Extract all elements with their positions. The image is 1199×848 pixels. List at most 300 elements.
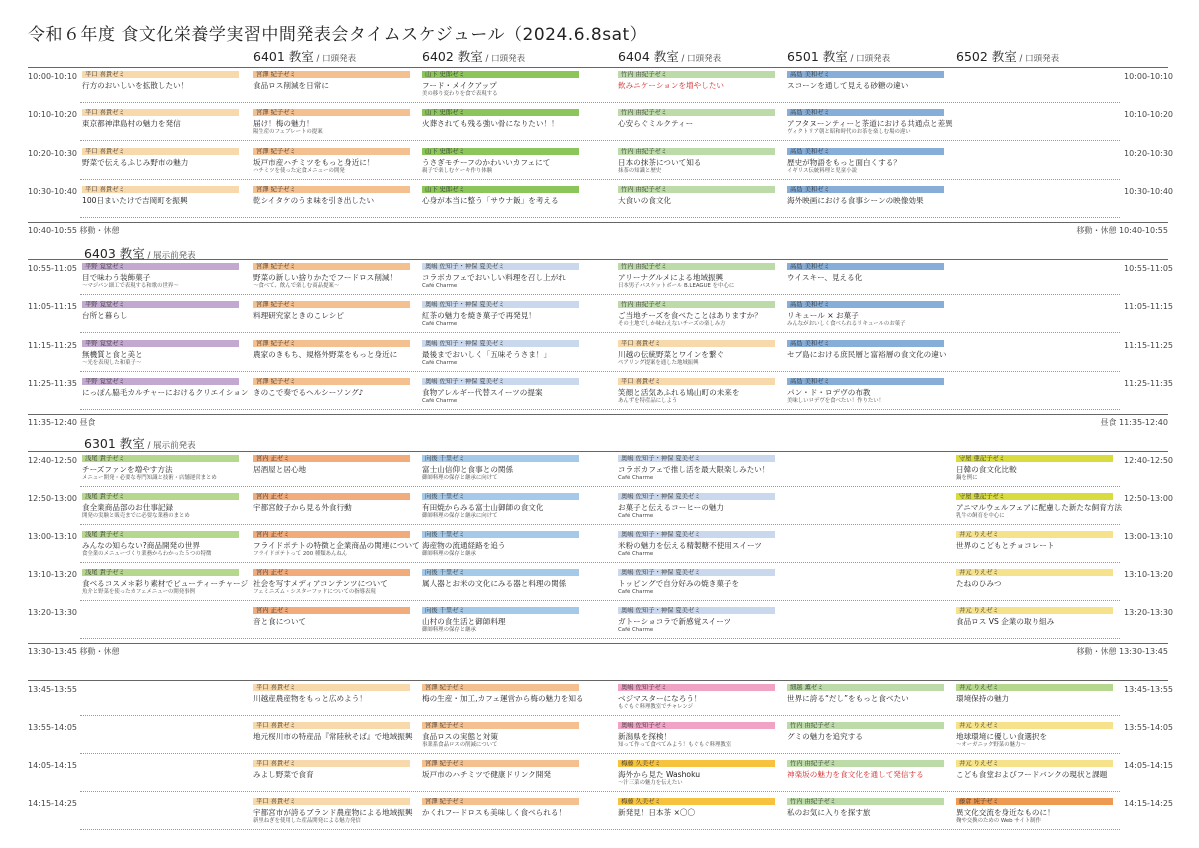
session-cell xyxy=(253,455,410,475)
session-cell xyxy=(253,798,413,825)
seminar-label: 向後 千里ゼミ xyxy=(422,493,579,500)
row-divider xyxy=(80,140,1120,141)
time-label-right: 10:30-10:40 xyxy=(1124,187,1173,196)
seminar-label: 平野 覚堂ゼミ xyxy=(82,378,239,385)
session-title: 無機質と食と美と xyxy=(82,350,143,359)
session-cell xyxy=(253,760,410,780)
session-cell xyxy=(82,340,239,367)
seminar-label: 奥嶋 佐知子・神保 夏美ゼミ xyxy=(422,340,579,347)
session-subtitle: もぐもぐ料理教室でチャレンジ xyxy=(618,704,694,710)
session-cell xyxy=(253,684,410,704)
session-title: 野菜で伝えるふじみ野市の魅力 xyxy=(82,158,189,167)
session-title: セブ島における庶民層と富裕層の食文化の違い xyxy=(787,350,947,359)
seminar-label: 高島 美和ゼミ xyxy=(787,71,944,78)
time-label: 14:05-14:15 xyxy=(28,761,77,770)
session-cell xyxy=(253,607,410,627)
session-cell xyxy=(956,760,1113,780)
seminar-label: 宮内 正ゼミ xyxy=(253,493,410,500)
session-subtitle: 〜食べて、飲んで楽しむ商品提案〜 xyxy=(253,283,340,289)
session-cell xyxy=(82,378,249,398)
seminar-label: 向後 千里ゼミ xyxy=(422,607,579,614)
session-cell xyxy=(787,340,947,360)
session-subtitle: 新里ねぎを使用した産品開発による魅力発信 xyxy=(253,818,361,824)
session-subtitle: 親子で楽しむケーキ作り体験 xyxy=(422,168,493,174)
session-cell xyxy=(253,263,410,290)
session-title: スコーンを通して見える砂糖の違い xyxy=(787,81,909,90)
session-title: トッピングで自分好みの焼き菓子を xyxy=(618,579,740,588)
session-title: ガトーショコラで新感覚スイーツ xyxy=(618,617,732,626)
session-title: 山村の食生活と御師料理 xyxy=(422,617,506,626)
session-cell xyxy=(422,760,579,780)
session-cell xyxy=(82,531,239,558)
seminar-label: 平野 覚堂ゼミ xyxy=(82,340,239,347)
session-title: 日韓の食文化比較 xyxy=(956,465,1017,474)
seminar-label: 奥嶋 佐知子・神保 夏美ゼミ xyxy=(422,301,579,308)
row-divider xyxy=(80,179,1120,180)
session-cell xyxy=(618,607,775,634)
session-subtitle: 魚介と野菜を使ったカフェメニューの開発事例 xyxy=(82,589,195,595)
seminar-label: 宮内 正ゼミ xyxy=(253,569,410,576)
session-subtitle: 開発の実験と販売までに必要な業務のまとめ xyxy=(82,513,190,519)
session-cell xyxy=(422,684,584,704)
seminar-label: 竹内 由紀子ゼミ xyxy=(787,760,944,767)
session-cell xyxy=(253,71,410,91)
session-title: こども食堂およびフードバンクの現状と課題 xyxy=(956,770,1108,779)
break-label-right: 移動・休憩 13:30-13:45 xyxy=(1076,647,1168,656)
session-cell xyxy=(618,798,775,818)
time-label-right: 13:45-13:55 xyxy=(1124,685,1173,694)
session-subtitle: フライドポテトって 200 種類あんねん xyxy=(253,551,348,557)
room-header-6403: 6403 教室 / 展示前発表 xyxy=(84,246,196,261)
section-rule xyxy=(28,222,1168,223)
time-label: 10:30-10:40 xyxy=(28,187,77,196)
session-cell xyxy=(422,71,579,98)
session-subtitle: 陽生産のフェブレートの提案 xyxy=(253,129,323,135)
time-label-right: 10:10-10:20 xyxy=(1124,110,1173,119)
time-label-right: 10:55-11:05 xyxy=(1124,264,1173,273)
session-cell xyxy=(422,722,579,749)
seminar-label: 竹内 由紀子ゼミ xyxy=(618,148,775,155)
session-title: 日本の抹茶について知る xyxy=(618,158,702,167)
seminar-label: 平口 喜貴ゼミ xyxy=(82,109,239,116)
session-subtitle: Café Charme xyxy=(422,398,458,404)
seminar-label: 井元 りえゼミ xyxy=(956,531,1113,538)
row-divider xyxy=(80,486,1120,487)
session-subtitle: Café Charme xyxy=(422,360,458,366)
session-title: にっぽん脇毛カルチャーにおけるクリエイション xyxy=(82,388,249,397)
session-title: 属人器とお米の文化にみる器と料理の関係 xyxy=(422,579,567,588)
row-divider xyxy=(80,715,1120,716)
session-subtitle: 御師料理の保存と継承に向けて xyxy=(422,513,498,519)
session-cell xyxy=(422,378,579,405)
session-cell xyxy=(422,263,579,290)
session-cell xyxy=(422,607,579,634)
seminar-label: 山下 史郎ゼミ xyxy=(422,71,579,78)
session-title: 異文化交流を身近なものに！ xyxy=(956,808,1055,817)
time-label: 11:25-11:35 xyxy=(28,379,77,388)
section-rule xyxy=(28,451,1168,452)
session-title: 歴史が物語をもっと面白くする？ xyxy=(787,158,901,167)
time-label: 10:20-10:30 xyxy=(28,149,77,158)
room-header-6501: 6501 教室 / 口頭発表 xyxy=(787,49,891,64)
seminar-label: 向後 千里ゼミ xyxy=(422,531,579,538)
session-cell xyxy=(956,455,1113,482)
session-title: 乾シイタケのうま味を引き出したい xyxy=(253,196,375,205)
session-cell xyxy=(618,71,775,91)
row-divider xyxy=(80,102,1120,103)
seminar-label: 宮澤 紀子ゼミ xyxy=(253,186,410,193)
session-title: パン・ド・ロデヴの布教 xyxy=(787,388,871,397)
session-title: アリーナグルメによる地域振興 xyxy=(618,273,724,282)
row-divider xyxy=(80,829,1120,830)
session-cell xyxy=(422,340,579,367)
session-cell xyxy=(618,378,775,405)
session-cell xyxy=(82,109,239,129)
session-subtitle: Café Charme xyxy=(618,513,654,519)
section-rule xyxy=(28,259,1168,260)
session-title: 東京都神津島村の魅力を発信 xyxy=(82,119,181,128)
session-cell xyxy=(956,531,1113,551)
page-title: 令和６年度 食文化栄養学実習中間発表会タイムスケジュール（2024.6.8sat） xyxy=(28,25,648,45)
time-label: 10:55-11:05 xyxy=(28,264,77,273)
session-subtitle: 抹茶の知識と歴史 xyxy=(618,168,662,174)
session-cell xyxy=(618,569,775,596)
session-cell xyxy=(618,109,775,129)
seminar-label: 宮澤 紀子ゼミ xyxy=(422,798,579,805)
seminar-label: 平口 喜貴ゼミ xyxy=(82,148,239,155)
session-cell xyxy=(82,186,239,206)
session-title: 笑顔と活気あふれる鳩山町の未来を xyxy=(618,388,740,397)
session-subtitle: Café Charme xyxy=(618,589,654,595)
seminar-label: 竹内 由紀子ゼミ xyxy=(618,186,775,193)
session-cell xyxy=(253,148,410,175)
session-subtitle: みんながおいしく食べられるリキュールのお菓子 xyxy=(787,321,906,327)
session-cell xyxy=(422,148,579,175)
seminar-label: 井元 りえゼミ xyxy=(956,684,1113,691)
time-label: 11:15-11:25 xyxy=(28,341,77,350)
row-divider xyxy=(80,409,1120,410)
session-title: たねのひみつ xyxy=(956,579,1002,588)
time-label-right: 11:05-11:15 xyxy=(1124,302,1173,311)
session-cell xyxy=(82,455,239,482)
seminar-label: 宮澤 紀子ゼミ xyxy=(253,263,410,270)
session-cell xyxy=(956,569,1113,589)
session-title: ウイスキー、見える化 xyxy=(787,273,863,282)
session-title: 米粉の魅力を伝える精製糖不使用スイーツ xyxy=(618,541,762,550)
time-label-right: 10:20-10:30 xyxy=(1124,149,1173,158)
session-cell xyxy=(253,109,410,136)
session-title: 新発見！日本茶 ×〇〇 xyxy=(618,808,696,817)
session-title: 有田焼からみる富士山御師の食文化 xyxy=(422,503,544,512)
session-subtitle: フェミニズム・シスターフッドについての指導表現 xyxy=(253,589,376,595)
seminar-label: 竹内 由紀子ゼミ xyxy=(618,263,775,270)
session-title: 火葬されても残る強い骨になりたい！！ xyxy=(422,119,559,128)
time-label: 10:00-10:10 xyxy=(28,72,77,81)
session-title: 心安らぐミルクティー xyxy=(618,119,694,128)
seminar-label: 向後 千里ゼミ xyxy=(422,569,579,576)
session-title: 世界のこどもとチョコレート xyxy=(956,541,1055,550)
session-cell xyxy=(422,531,579,558)
session-cell xyxy=(787,722,944,742)
session-title: 宇都宮餃子から見る外食行動 xyxy=(253,503,352,512)
session-subtitle: 〜汁三菜の魅力を伝えたい xyxy=(618,780,683,786)
seminar-label: 高島 美和ゼミ xyxy=(787,148,944,155)
session-subtitle: 御師料理の保存と継承 xyxy=(422,551,476,557)
seminar-label: 山下 史郎ゼミ xyxy=(422,109,579,116)
session-cell xyxy=(618,531,775,558)
seminar-label: 宮澤 紀子ゼミ xyxy=(422,684,579,691)
seminar-label: 平口 喜貴ゼミ xyxy=(253,722,410,729)
room-header-6404: 6404 教室 / 口頭発表 xyxy=(618,49,722,64)
seminar-label: 宮澤 紀子ゼミ xyxy=(253,109,410,116)
section-rule xyxy=(28,680,1168,681)
session-subtitle: ハチミツを使った定食メニューの開発 xyxy=(253,168,345,174)
time-label-right: 11:25-11:35 xyxy=(1124,379,1173,388)
seminar-label: 奥嶋 佐知子ゼミ xyxy=(618,722,775,729)
session-title: 食品ロス削減を日常に xyxy=(253,81,329,90)
session-title: ご当地チーズを食べたことはありますか？ xyxy=(618,311,762,320)
seminar-label: 宮澤 紀子ゼミ xyxy=(253,301,410,308)
session-title: みんなの知らない?商品開発の世界 xyxy=(82,541,200,550)
session-title: コラボカフェで推し活を最大限楽しみたい！ xyxy=(618,465,770,474)
session-cell xyxy=(253,301,410,321)
time-label: 10:10-10:20 xyxy=(28,110,77,119)
session-subtitle: 事業系食品ロスの削減について xyxy=(422,742,498,748)
row-divider xyxy=(80,217,1120,218)
time-label: 12:50-13:00 xyxy=(28,494,77,503)
seminar-label: 山下 史郎ゼミ xyxy=(422,148,579,155)
session-cell xyxy=(422,493,579,520)
session-cell xyxy=(618,148,775,175)
session-subtitle: その土地でしか味わえないチーズの楽しみ方 xyxy=(618,321,726,327)
session-subtitle: 〜マジパン細工で表現する和歌の世界〜 xyxy=(82,283,179,289)
session-cell xyxy=(787,71,944,91)
session-cell xyxy=(618,760,775,787)
session-subtitle: 〜オーガニック野菜の魅力〜 xyxy=(956,742,1026,748)
time-label: 12:40-12:50 xyxy=(28,456,77,465)
session-title: 紅茶の魅力を焼き菓子で再発見！ xyxy=(422,311,536,320)
seminar-label: 宮内 正ゼミ xyxy=(253,455,410,462)
session-cell xyxy=(422,798,579,818)
session-title: 野菜の新しい捨りかたでフードロス削減！ xyxy=(253,273,398,282)
session-subtitle: 日本男子バスケットボール B.LEAGUE を中心に xyxy=(618,283,735,289)
seminar-label: 宮澤 紀子ゼミ xyxy=(422,760,579,767)
room-header-6402: 6402 教室 / 口頭発表 xyxy=(422,49,526,64)
session-subtitle: Café Charme xyxy=(618,475,654,481)
seminar-label: 宮澤 紀子ゼミ xyxy=(253,148,410,155)
section-rule xyxy=(28,414,1168,415)
session-subtitle: 麹や交換のための Web サイト制作 xyxy=(956,818,1041,824)
seminar-label: 守屋 亜記子ゼミ xyxy=(956,455,1113,462)
seminar-label: 梅藤 久美ゼミ xyxy=(618,760,775,767)
seminar-label: 平口 喜貴ゼミ xyxy=(82,186,239,193)
seminar-label: 奥嶋 佐知子・神保 夏美ゼミ xyxy=(618,493,775,500)
seminar-label: 平野 覚堂ゼミ xyxy=(82,263,239,270)
session-cell xyxy=(253,722,413,742)
time-label-right: 11:15-11:25 xyxy=(1124,341,1173,350)
seminar-label: 竹内 由紀子ゼミ xyxy=(787,798,944,805)
session-title: アフタヌーンティーと茶道における共通点と差異 xyxy=(787,119,953,128)
session-subtitle: 御師料理の保存と継承 xyxy=(422,627,476,633)
seminar-label: 奥嶋 佐知子・神保 夏美ゼミ xyxy=(618,607,775,614)
break-label: 13:30-13:45 移動・休憩 xyxy=(28,647,120,656)
session-subtitle: あんずを特産品にしよう xyxy=(618,398,678,404)
row-divider xyxy=(80,332,1120,333)
time-label-right: 13:10-13:20 xyxy=(1124,570,1173,579)
time-label: 13:20-13:30 xyxy=(28,608,77,617)
session-title: 地元桜川市の特産品『常陸秋そば』で地域振興 xyxy=(253,732,413,741)
session-title: 台所と暮らし xyxy=(82,311,128,320)
time-label-right: 14:05-14:15 xyxy=(1124,761,1173,770)
row-divider xyxy=(80,294,1120,295)
seminar-label: 高島 美和ゼミ xyxy=(787,301,944,308)
session-cell xyxy=(422,569,579,589)
time-label: 14:15-14:25 xyxy=(28,799,77,808)
session-subtitle: 乳牛の飼育を中心に xyxy=(956,513,1005,519)
seminar-label: 井元 りえゼミ xyxy=(956,760,1113,767)
session-title: 地球環境に優しい食選択を xyxy=(956,732,1048,741)
time-label: 13:45-13:55 xyxy=(28,685,77,694)
session-title: グミの魅力を追究する xyxy=(787,732,863,741)
seminar-label: 平口 喜貴ゼミ xyxy=(253,798,410,805)
seminar-label: 浅尾 貴子ゼミ xyxy=(82,493,239,500)
seminar-label: 竹内 由紀子ゼミ xyxy=(618,71,775,78)
session-title: 海外から見た Washoku xyxy=(618,770,701,779)
session-title: リキュール × お菓子 xyxy=(787,311,859,320)
time-label-right: 13:00-13:10 xyxy=(1124,532,1173,541)
session-cell xyxy=(618,263,775,290)
session-cell xyxy=(253,186,410,206)
session-title: 坂戸市のハチミツで健康ドリンク開発 xyxy=(422,770,551,779)
row-divider xyxy=(80,753,1120,754)
session-title: 最後までおいしく「五味そうさま！」 xyxy=(422,350,552,359)
seminar-label: 平口 喜貴ゼミ xyxy=(253,684,410,691)
seminar-label: 平口 喜貴ゼミ xyxy=(253,760,410,767)
session-cell xyxy=(787,263,944,283)
seminar-label: 奥嶋 佐知子ゼミ xyxy=(618,684,775,691)
session-cell xyxy=(82,71,239,91)
session-title: フライドポテトの特徴と企業商品の関連について xyxy=(253,541,420,550)
session-cell xyxy=(422,186,579,206)
session-cell xyxy=(787,109,953,136)
break-label: 11:35-12:40 昼食 xyxy=(28,418,96,427)
row-divider xyxy=(80,638,1120,639)
seminar-label: 浅尾 貴子ゼミ xyxy=(82,569,239,576)
session-title: 宇都宮市が誇るブランド農産物による地域振興 xyxy=(253,808,413,817)
row-divider xyxy=(80,791,1120,792)
time-label-right: 14:15-14:25 xyxy=(1124,799,1173,808)
session-cell xyxy=(787,684,944,704)
seminar-label: 高島 美和ゼミ xyxy=(787,378,944,385)
session-subtitle: Café Charme xyxy=(422,321,458,327)
session-cell xyxy=(618,340,775,367)
session-cell xyxy=(787,148,944,175)
session-title: ベジマスターになろう！ xyxy=(618,694,702,703)
session-cell xyxy=(956,722,1113,749)
time-label: 11:05-11:15 xyxy=(28,302,77,311)
session-cell xyxy=(956,684,1113,704)
break-label-right: 移動・休憩 10:40-10:55 xyxy=(1076,226,1168,235)
seminar-label: 細越 薫ゼミ xyxy=(787,684,944,691)
seminar-label: 奥嶋 佐知子・神保 夏美ゼミ xyxy=(618,455,775,462)
session-title: みよし野菜で食育 xyxy=(253,770,314,779)
session-cell xyxy=(618,722,775,749)
seminar-label: 井元 りえゼミ xyxy=(956,607,1113,614)
session-title: 目で味わう装飾菓子 xyxy=(82,273,151,282)
session-title: 食全業商品部のお仕事記録 xyxy=(82,503,174,512)
session-title: かくれフードロスも美味しく食べられる！ xyxy=(422,808,567,817)
session-title: 世界に誇る“だし”をもっと食べたい xyxy=(787,694,909,703)
session-title: 心身が本当に整う「サウナ飯」を考える xyxy=(422,196,559,205)
seminar-label: 平口 喜貴ゼミ xyxy=(82,71,239,78)
seminar-label: 宮澤 紀子ゼミ xyxy=(253,71,410,78)
session-title: 音と食について xyxy=(253,617,307,626)
session-subtitle: 知って作って食べてみよう！もぐもぐ料理教室 xyxy=(618,742,732,748)
seminar-label: 守屋 亜記子ゼミ xyxy=(956,493,1113,500)
session-title: 社会を写すメディアコンテンツについて xyxy=(253,579,388,588)
seminar-label: 奥嶋 佐知子・神保 夏美ゼミ xyxy=(618,569,775,576)
session-subtitle: Café Charme xyxy=(618,551,654,557)
session-subtitle: 美の移り変わりを食で表現する xyxy=(422,91,498,97)
seminar-label: 竹内 由紀子ゼミ xyxy=(618,109,775,116)
session-cell xyxy=(956,607,1113,627)
session-cell xyxy=(253,569,410,596)
seminar-label: 宮澤 紀子ゼミ xyxy=(253,340,410,347)
row-divider xyxy=(80,524,1120,525)
session-cell xyxy=(787,798,944,818)
session-title: うさぎモチーフのかわいいカフェにて xyxy=(422,158,551,167)
session-title: 料理研究家ときのこレシピ xyxy=(253,311,344,320)
session-cell xyxy=(422,455,579,482)
seminar-label: 宮澤 紀子ゼミ xyxy=(422,722,579,729)
time-label: 13:00-13:10 xyxy=(28,532,77,541)
seminar-label: 竹内 由紀子ゼミ xyxy=(618,301,775,308)
time-label-right: 12:40-12:50 xyxy=(1124,456,1173,465)
break-label-right: 昼食 11:35-12:40 xyxy=(1100,418,1168,427)
session-title: 坂戸市産ハチミツをもっと身近に！ xyxy=(253,158,375,167)
session-title: きのこで奏でるヘルシーソング♪ xyxy=(253,388,364,397)
session-title: フード・メイクアップ xyxy=(422,81,497,90)
session-subtitle: 鍋を例に xyxy=(956,475,978,481)
session-title: 海産物の流通経路を追う xyxy=(422,541,506,550)
seminar-label: 平口 喜貴ゼミ xyxy=(618,340,775,347)
session-title: 農家のきもち、規格外野菜をもっと身近に xyxy=(253,350,398,359)
session-subtitle: Café Charme xyxy=(422,283,458,289)
session-title: 届け！梅の魅力！ xyxy=(253,119,314,128)
seminar-label: 浅尾 貴子ゼミ xyxy=(82,455,239,462)
session-title: コラボカフェでおいしい料理を召し上がれ xyxy=(422,273,566,282)
session-cell xyxy=(253,531,420,558)
seminar-label: 宮内 正ゼミ xyxy=(253,607,410,614)
session-title: 食物アレルギー代替スイーツの提案 xyxy=(422,388,543,397)
seminar-label: 奥嶋 佐知子・神保 夏美ゼミ xyxy=(422,263,579,270)
section-rule xyxy=(28,67,1168,68)
session-cell xyxy=(82,493,239,520)
time-label: 13:55-14:05 xyxy=(28,723,77,732)
session-cell xyxy=(82,263,239,290)
session-title: 食品ロス VS 企業の取り組み xyxy=(956,617,1055,626)
room-header-6401: 6401 教室 / 口頭発表 xyxy=(253,49,357,64)
session-title: 食品ロスの実態と対策 xyxy=(422,732,498,741)
seminar-label: 井元 りえゼミ xyxy=(956,722,1113,729)
time-label: 13:10-13:20 xyxy=(28,570,77,579)
session-title: 食べるコスメ＊彩り素材でビューティーチャージ xyxy=(82,579,249,588)
seminar-label: 竹内 由紀子ゼミ xyxy=(787,722,944,729)
session-title: アニマルウェルフェアに配慮した新たな飼育方法 xyxy=(956,503,1122,512)
seminar-label: 梅藤 久美ゼミ xyxy=(618,798,775,805)
session-cell xyxy=(956,798,1113,825)
seminar-label: 奥嶋 佐知子・神保 夏美ゼミ xyxy=(618,531,775,538)
